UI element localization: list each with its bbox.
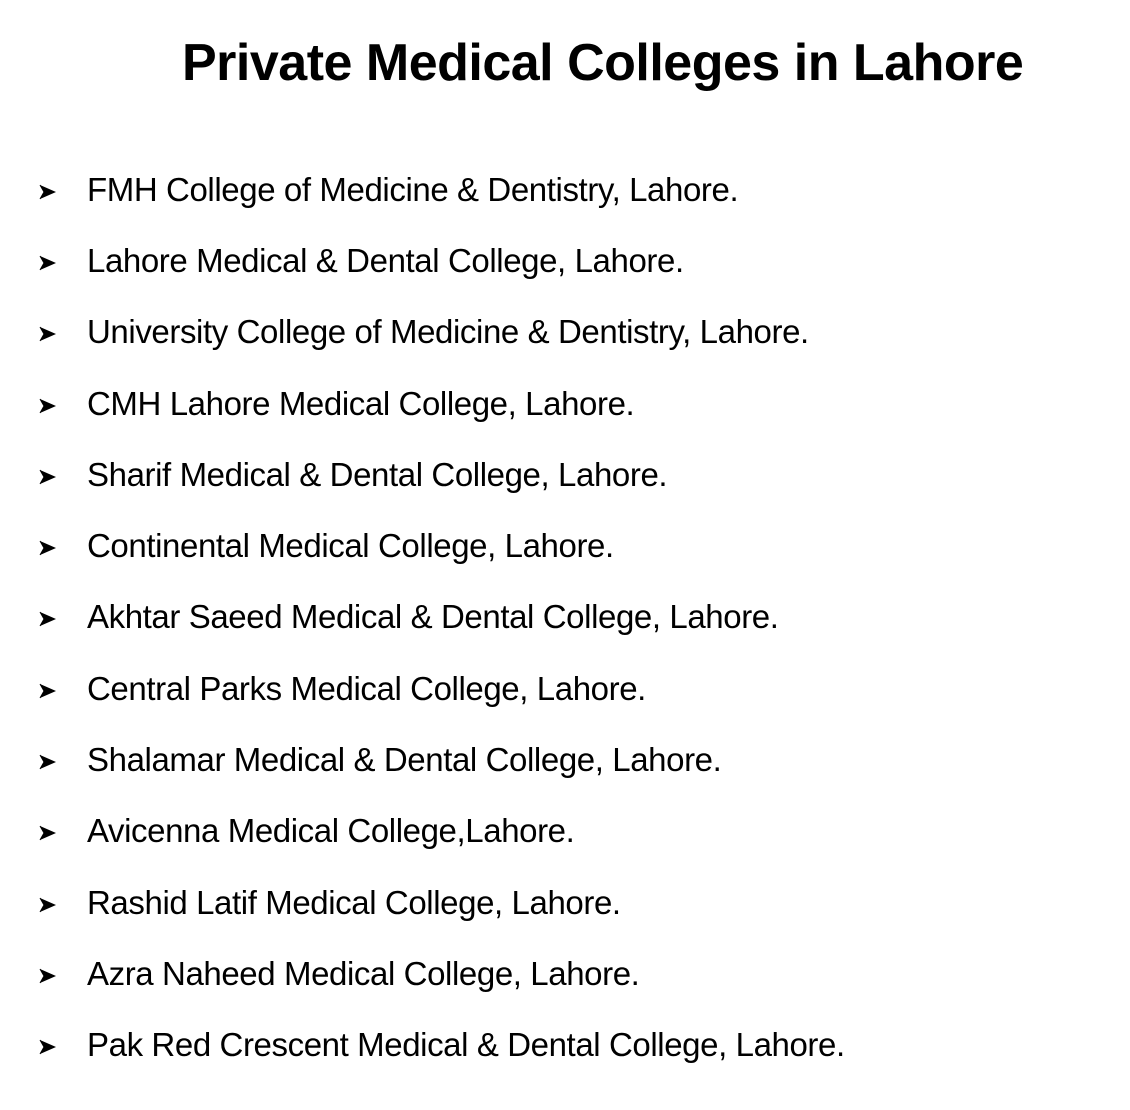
college-name: Sharif Medical & Dental College, Lahore. bbox=[87, 455, 668, 493]
college-name: Avicenna Medical College,Lahore. bbox=[87, 812, 575, 850]
list-item bbox=[0, 867, 1130, 938]
arrowhead-bullet-icon bbox=[38, 326, 58, 342]
list-item bbox=[0, 582, 1130, 653]
arrowhead-bullet-icon bbox=[38, 611, 58, 627]
arrowhead-bullet-icon bbox=[38, 255, 58, 271]
list-item bbox=[0, 154, 1130, 225]
list-item bbox=[0, 938, 1130, 1009]
list-item bbox=[0, 368, 1130, 439]
college-name: Akhtar Saeed Medical & Dental College, Lahore. bbox=[87, 598, 779, 636]
list-item bbox=[0, 225, 1130, 296]
arrowhead-bullet-icon bbox=[38, 968, 58, 984]
arrowhead-bullet-icon bbox=[38, 398, 58, 414]
arrowhead-bullet-icon bbox=[38, 540, 58, 556]
list-item bbox=[0, 796, 1130, 867]
college-name: Central Parks Medical College, Lahore. bbox=[87, 669, 646, 707]
college-name: Azra Naheed Medical College, Lahore. bbox=[87, 954, 640, 992]
college-list bbox=[0, 154, 1130, 1081]
arrowhead-bullet-icon bbox=[38, 683, 58, 699]
college-name: Continental Medical College, Lahore. bbox=[87, 527, 614, 565]
college-name: Lahore Medical & Dental College, Lahore. bbox=[87, 241, 684, 279]
college-name: Pak Red Crescent Medical & Dental College, Lahore. bbox=[87, 1026, 845, 1064]
list-item bbox=[0, 439, 1130, 510]
page-title: Private Medical Colleges in Lahore bbox=[182, 34, 1024, 92]
college-name: Rashid Latif Medical College, Lahore. bbox=[87, 883, 621, 921]
college-name: FMH College of Medicine & Dentistry, Lahore. bbox=[87, 170, 739, 208]
list-item bbox=[0, 724, 1130, 795]
arrowhead-bullet-icon bbox=[38, 754, 58, 770]
list-item bbox=[0, 653, 1130, 724]
list-item bbox=[0, 297, 1130, 368]
college-name: Shalamar Medical & Dental College, Lahore. bbox=[87, 741, 722, 779]
college-name: CMH Lahore Medical College, Lahore. bbox=[87, 384, 635, 422]
list-item bbox=[0, 510, 1130, 581]
list-item bbox=[0, 1010, 1130, 1081]
arrowhead-bullet-icon bbox=[38, 469, 58, 485]
arrowhead-bullet-icon bbox=[38, 1039, 58, 1055]
arrowhead-bullet-icon bbox=[38, 897, 58, 913]
college-name: University College of Medicine & Dentistry, Lahore. bbox=[87, 313, 809, 351]
arrowhead-bullet-icon bbox=[38, 184, 58, 200]
arrowhead-bullet-icon bbox=[38, 825, 58, 841]
